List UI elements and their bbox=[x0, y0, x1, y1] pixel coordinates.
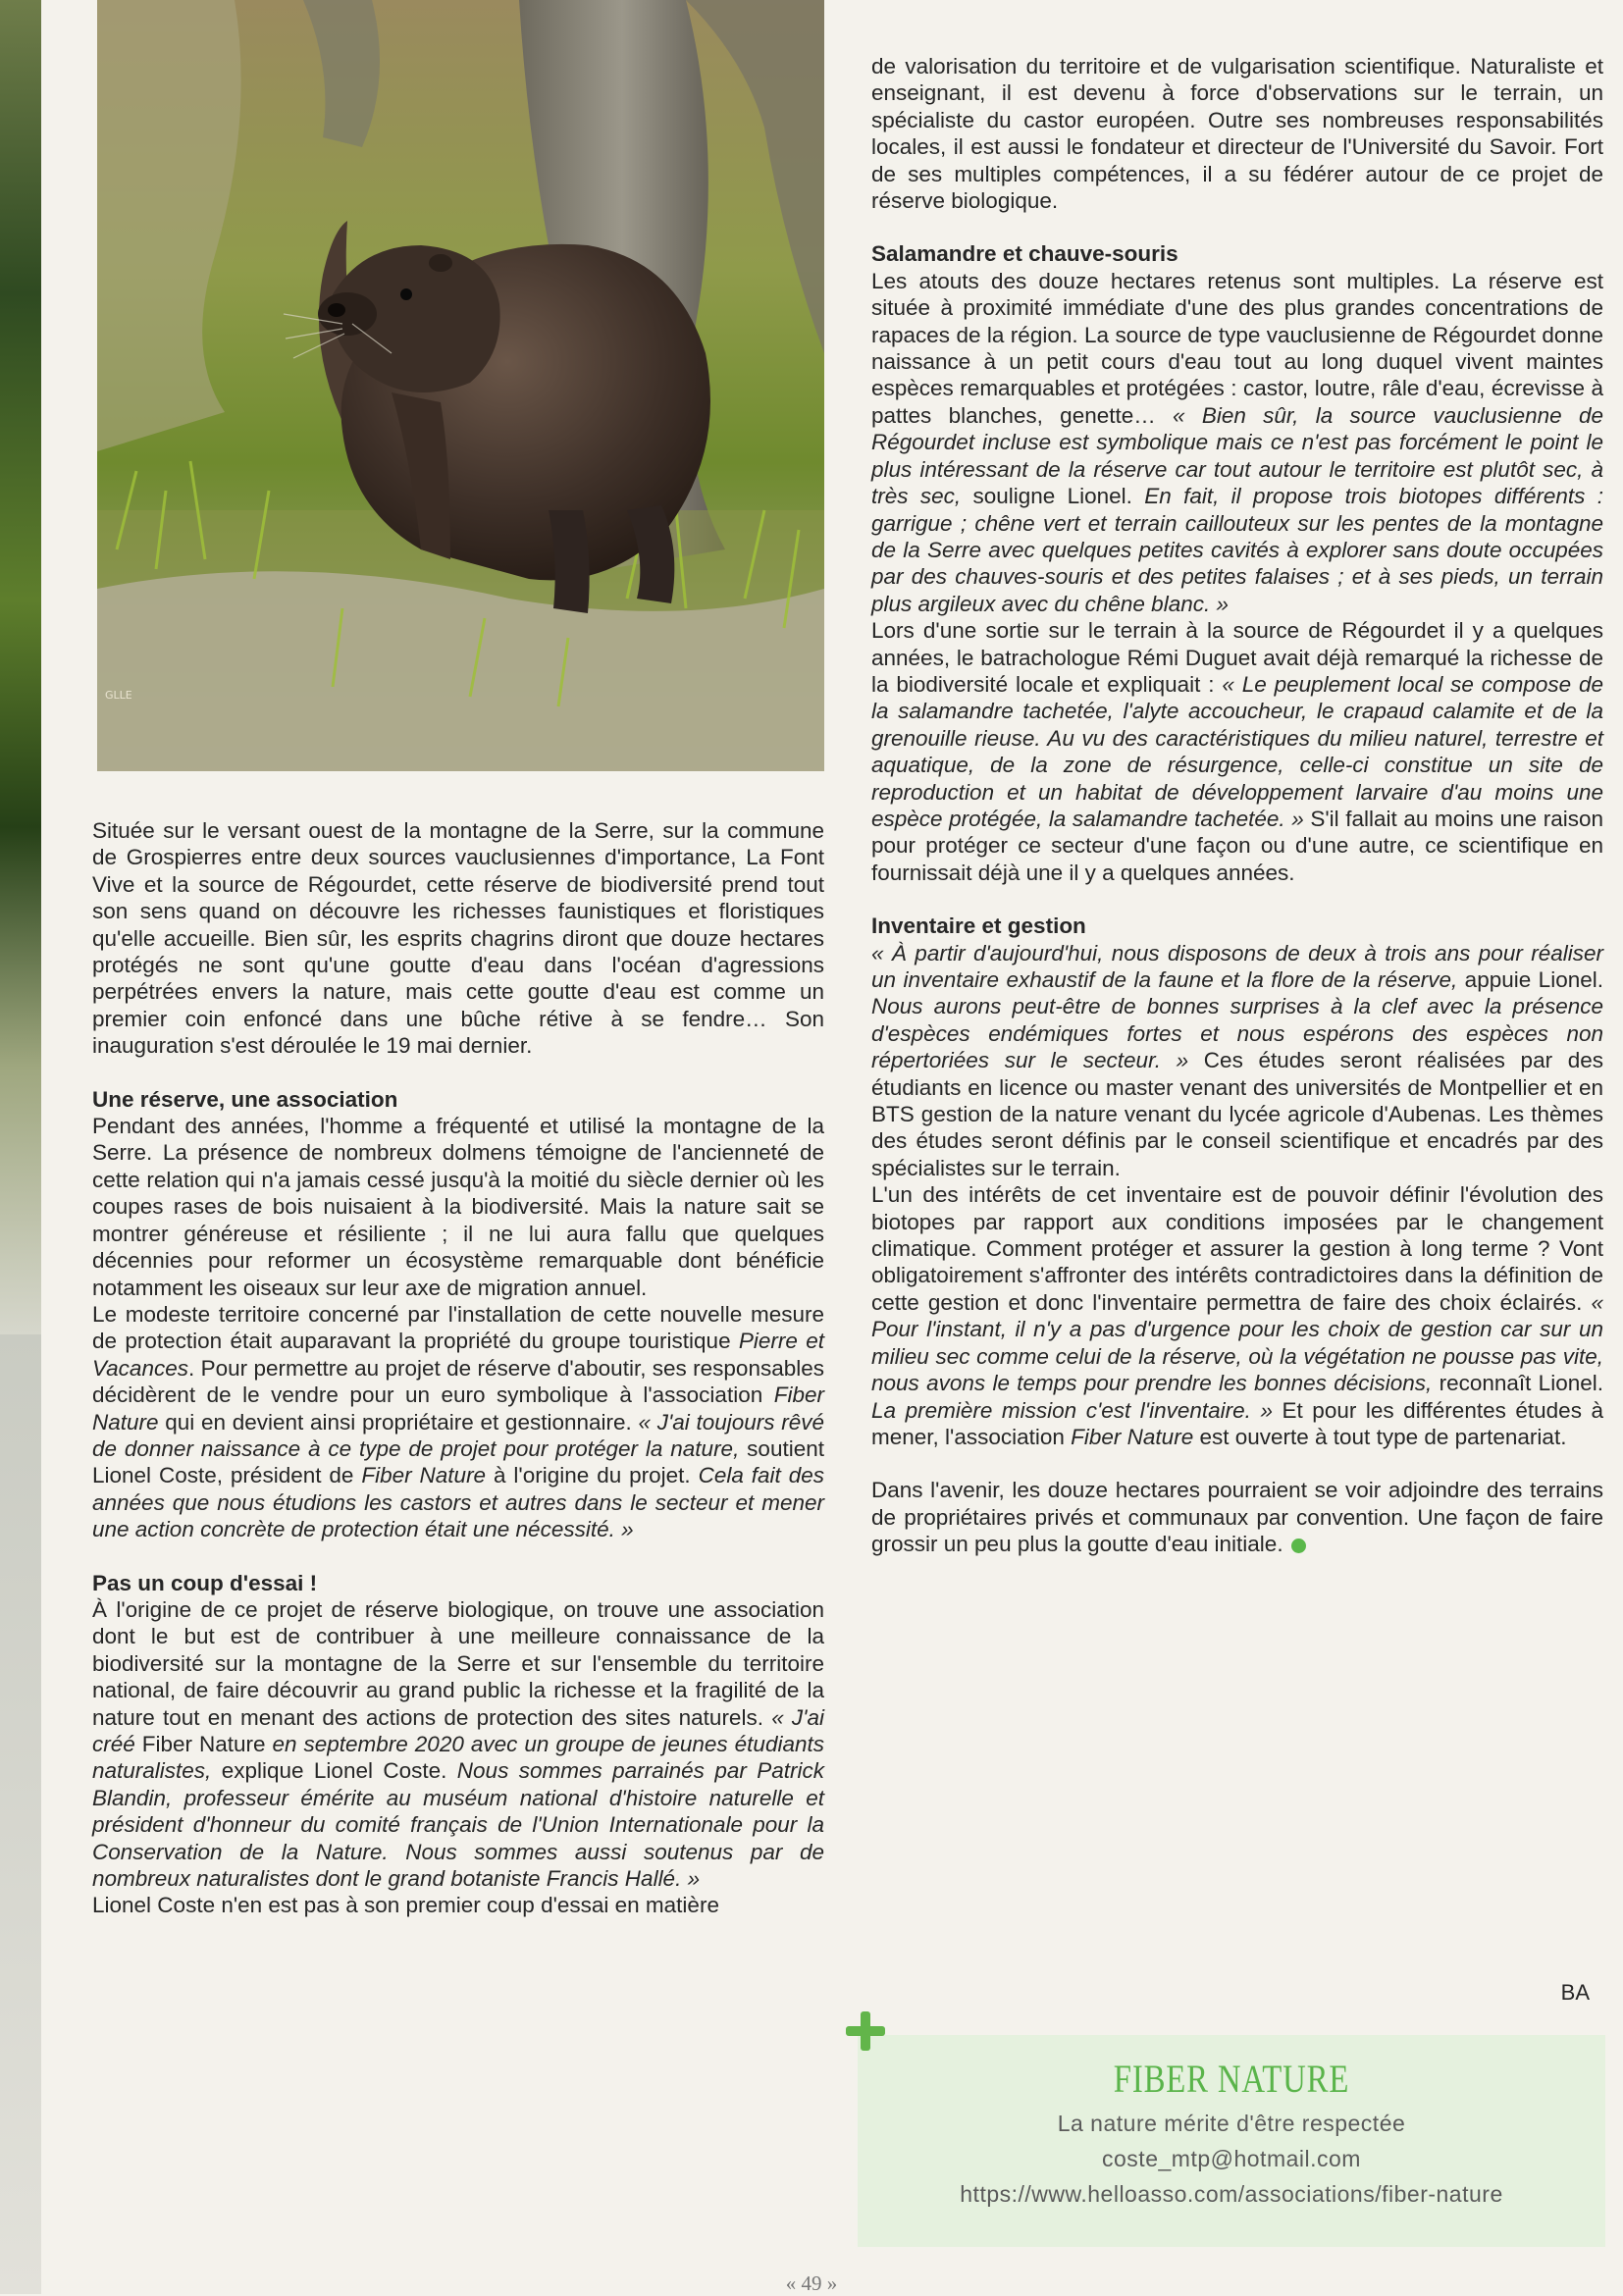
section-heading-coup-essai: Pas un coup d'essai ! bbox=[92, 1570, 318, 1595]
otter-illustration bbox=[97, 0, 824, 771]
paragraph: Pendant des années, l'homme a fréquenté et utilisé la montagne de la Serre. La présence de nombreux dolmens témoigne de l'ancienneté de cette relation qui n'a jamais cessé jusqu'à la moitié du siècle dernier où les coupes rases de bois nuisaient à la biodiversité. Mais la nature sait se montrer généreuse et résiliente ; il ne lui aura fallu que quelques décennies pour reformer un écosystème remarquable dont bénéficie notamment les oiseaux sur leur axe de migration annuel. bbox=[92, 1114, 824, 1300]
right-column bbox=[871, 53, 1603, 1558]
paragraph: Les atouts des douze hectares retenus sont multiples. La réserve est située à proximité immédiate d'une des plus grandes concentrations de rapaces de la région. La source de type vauclusienne de Régourdet donne naissance à un petit cours d'eau tout au long duquel vivent maintes espèces remarquables et protégées : castor, loutre, râle d'eau, écrevisse à pattes blanches, genette… « Bien sûr, la source vauclusienne de Régourdet incluse est symbolique mais ce n'est pas forcément le point le plus intéressant de la réserve car tout autour le territoire est plutôt sec, à très sec, souligne Lionel. En fait, il propose trois biotopes différents : garrigue ; chêne vert et terrain caillouteux sur les pentes de la montagne de la Serre avec quelques petites cavités à explorer sans doute occupées par des chauves-souris et des petites falaises ; et à ses pieds, un terrain plus argileux avec du chêne blanc. » bbox=[871, 268, 1603, 616]
paragraph: L'un des intérêts de cet inventaire est de pouvoir définir l'évolution des biotopes par rapport aux conditions imposées par le changement climatique. Comment protéger et assurer la gestion à long terme ? Vont obligatoirement s'affronter des intérêts contradictoires dans la définition de cette gestion et donc l'inventaire permettra de faire des choix éclairés. « Pour l'instant, il n'y a pas d'urgence pour les choix de gestion car sur un milieu sec comme celui de la réserve, où la végétation ne pousse pas vite, nous avons le temps pour prendre les bonnes décisions, reconnaît Lionel. La première mission c'est l'inventaire. » Et pour les différentes études à mener, l'association Fiber Nature est ouverte à tout type de partenariat. bbox=[871, 1182, 1603, 1449]
box-email: coste_mtp@hotmail.com bbox=[1102, 2146, 1361, 2171]
otter-photo bbox=[97, 0, 824, 771]
author-signature: BA bbox=[1560, 1980, 1590, 2005]
section-heading-salamandre: Salamandre et chauve-souris bbox=[871, 241, 1178, 267]
paragraph: À l'origine de ce projet de réserve biologique, on trouve une association dont le but est de contribuer à une meilleure connaissance de la biodiversité sur la montagne de la Serre et sur l'ensemble du territoire national, de faire découvrir au grand public la richesse et la fragilité de la nature tout en menant des actions de protection des sites naturels. « J'ai créé Fiber Nature en septembre 2020 avec un groupe de jeunes étudiants naturalistes, explique Lionel Coste. Nous sommes parrainés par Patrick Blandin, professeur émérite au muséum national d'histoire naturelle et président d'honneur du comité français de l'Union Internationale pour la Conservation de la Nature. Nous sommes aussi soutenus par de nombreux naturalistes dont le grand botaniste Francis Hallé. » bbox=[92, 1596, 824, 1892]
page-number: « 49 » bbox=[785, 2271, 838, 2295]
section-heading-inventaire: Inventaire et gestion bbox=[871, 913, 1086, 939]
intro-paragraph: Située sur le versant ouest de la montagne de la Serre, sur la commune de Grospierres entre deux sources vauclusiennes d'importance, La Font Vive et la source de Régourdet, cette réserve de biodiversité prend tout son sens quand on découvre les richesses faunistiques et floristiques qu'elle accueille. Bien sûr, les esprits chagrins diront que douze hectares protégés ne sont qu'une goutte d'eau dans l'océan d'agressions perpétrées envers la nature, mais cette goutte d'eau est comme un premier coin enfoncé dans une bûche rétive à se fendre… Son inauguration s'est déroulée le 19 mai dernier. bbox=[92, 818, 824, 1059]
end-dot-icon bbox=[1291, 1539, 1306, 1553]
left-page-edge bbox=[0, 0, 41, 1334]
left-column bbox=[92, 817, 824, 1919]
box-tagline: La nature mérite d'être respectée bbox=[1057, 2111, 1406, 2136]
continuation-paragraph: de valorisation du territoire et de vulgarisation scientifique. Naturaliste et enseignant, il est devenu à force d'observations sur le terrain, un spécialiste du castor européen. Outre ses nombreuses responsabilités locales, il est aussi le fondateur et directeur de l'Université du Savoir. Fort de ses multiples compétences, il a su fédérer autour de ce projet de réserve biologique. bbox=[871, 54, 1603, 214]
fiber-nature-box bbox=[858, 2035, 1605, 2247]
paragraph: Le modeste territoire concerné par l'installation de cette nouvelle mesure de protection était auparavant la propriété du groupe touristique Pierre et Vacances. Pour permettre au projet de réserve d'aboutir, ses responsables décidèrent de le vendre pour un euro symbolique à l'association Fiber Nature qui en devient ainsi propriétaire et gestionnaire. « J'ai toujours rêvé de donner naissance à ce type de projet pour protéger la nature, soutient Lionel Coste, président de Fiber Nature à l'origine du projet. Cela fait des années que nous étudions les castors et autres dans le secteur et mener une action concrète de protection était une nécessité. » bbox=[92, 1301, 825, 1542]
plus-icon bbox=[842, 2008, 889, 2055]
closing-paragraph: Dans l'avenir, les douze hectares pourraient se voir adjoindre des terrains de propriétaires privés et communaux par convention. Une façon de faire grossir un peu plus la goutte d'eau initiale. bbox=[871, 1478, 1603, 1557]
left-page-edge-bottom bbox=[0, 1334, 41, 2294]
paragraph: Lionel Coste n'en est pas à son premier coup d'essai en matière bbox=[92, 1893, 719, 1918]
paragraph: « À partir d'aujourd'hui, nous disposons de deux à trois ans pour réaliser un inventaire exhaustif de la faune et la flore de la réserve, appuie Lionel. Nous aurons peut-être de bonnes surprises à la clef avec la présence d'espèces endémiques fortes et nous espérons des espèces non répertoriées sur le secteur. » Ces études seront réalisées par des étudiants en licence ou master venant des universités de Montpellier et en BTS gestion de la nature venant du lycée agricole d'Aubenas. Les thèmes des études seront définis par le conseil scientifique et encadrés par des spécialistes sur le terrain. bbox=[871, 940, 1604, 1180]
box-title: FIBER NATURE bbox=[1113, 2057, 1350, 2101]
section-heading-reserve: Une réserve, une association bbox=[92, 1086, 398, 1112]
paragraph: Lors d'une sortie sur le terrain à la source de Régourdet il y a quelques années, le batrachologue Rémi Duguet avait déjà remarqué la richesse de la biodiversité locale et expliquait : « Le peuplement local se compose de la salamandre tachetée, l'alyte accoucheur, le crapaud calamite et de la grenouille rieuse. Au vu des caractéristiques du milieu naturel, terrestre et aquatique, de la zone de résurgence, celle-ci constitue un site de reproduction et un habitat de développement larvaire d'au moins une espèce protégée, la salamandre tachetée. » S'il fallait au moins une raison pour protéger ce secteur d'une façon ou d'une autre, ce scientifique en fournissait déjà une il y a quelques années. bbox=[871, 618, 1604, 885]
svg-text:GLLE: GLLE bbox=[105, 689, 132, 702]
box-url: https://www.helloasso.com/associations/fiber-nature bbox=[960, 2181, 1503, 2207]
